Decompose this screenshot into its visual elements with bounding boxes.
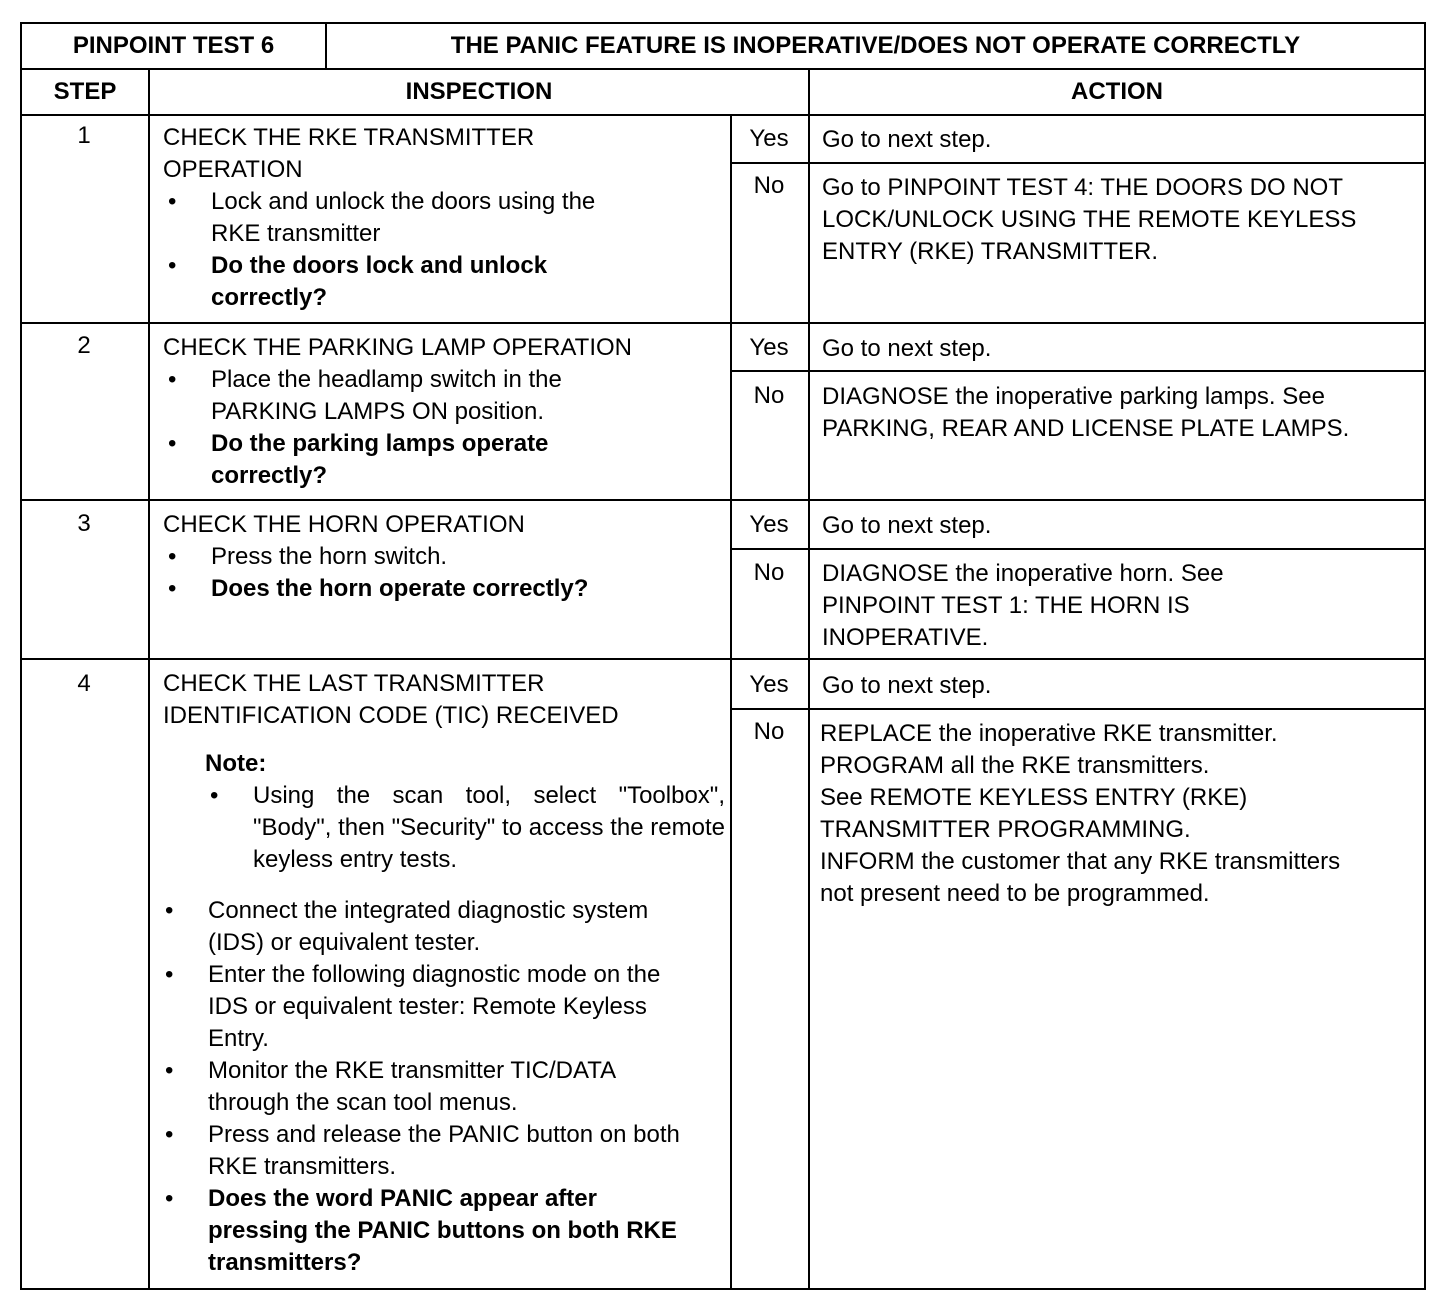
step-number: 4 — [77, 670, 91, 697]
action-line: PROGRAM all the RKE transmitters. — [820, 752, 1210, 779]
yes-label: Yes — [749, 334, 789, 361]
no-action: Go to PINPOINT TEST 4: THE DOORS DO NOT LOCK/UNLOCK USING THE REMOTE KEYLESS ENTRY (RKE) TRANSMITTER. — [822, 174, 1357, 265]
yes-action: Go to next step. — [822, 126, 992, 153]
column-header-step: STEP — [20, 68, 150, 116]
note — [205, 748, 725, 876]
no-label: No — [753, 718, 785, 745]
bullet: • Lock and unlock the doors using the RKE transmitter — [163, 186, 633, 250]
no-action: DIAGNOSE the inoperative horn. See PINPOINT TEST 1: THE HORN IS INOPERATIVE. — [822, 560, 1224, 651]
step-number: 3 — [77, 510, 91, 537]
step-title: CHECK THE PARKING LAMP OPERATION — [163, 334, 632, 361]
yes-label: Yes — [749, 125, 789, 152]
step-number: 1 — [77, 122, 91, 149]
step-inspection — [163, 332, 633, 492]
step-inspection — [163, 509, 723, 605]
bullet: • Monitor the RKE transmitter TIC/DATA through the scan tool menus. — [160, 1055, 685, 1119]
yes-label: Yes — [749, 671, 789, 698]
step-inspection — [163, 122, 633, 314]
yes-action: Go to next step. — [822, 512, 992, 539]
step-cell — [20, 658, 150, 1290]
no-action — [820, 718, 1380, 910]
step-question: Do the parking lamps operate correctly? — [211, 430, 549, 489]
column-header-inspection: INSPECTION — [148, 68, 810, 116]
column-header-action: ACTION — [808, 68, 1426, 116]
no-label: No — [753, 172, 785, 199]
action-line: See REMOTE KEYLESS ENTRY (RKE) TRANSMITTER PROGRAMMING. — [820, 784, 1248, 843]
no-label: No — [753, 382, 785, 409]
bullet: • Press and release the PANIC button on both RKE transmitters. — [160, 1119, 685, 1183]
bullet: • Enter the following diagnostic mode on the IDS or equivalent tester: Remote Keyless Entry. — [160, 959, 685, 1055]
bullet: • Connect the integrated diagnostic system (IDS) or equivalent tester. — [160, 895, 685, 959]
pinpoint-test-label: PINPOINT TEST 6 — [20, 22, 327, 70]
step-title: CHECK THE LAST TRANSMITTER IDENTIFICATION CODE (TIC) RECEIVED — [163, 670, 619, 729]
action-line: REPLACE the inoperative RKE transmitter. — [820, 720, 1278, 747]
note-label: Note: — [205, 750, 267, 777]
yes-action: Go to next step. — [822, 335, 992, 362]
no-action: DIAGNOSE the inoperative parking lamps. See PARKING, REAR AND LICENSE PLATE LAMPS. — [822, 383, 1350, 442]
action-line: INFORM the customer that any RKE transmitters not present need to be programmed. — [820, 848, 1341, 907]
step-question: Does the horn operate correctly? — [211, 575, 589, 602]
note-bullet: • Using the scan tool, select "Toolbox", "Body", then "Security" to access the remote keyless entry tests. — [205, 780, 725, 876]
bullet: • Press the horn switch. — [163, 541, 723, 573]
yes-label: Yes — [749, 511, 789, 538]
step-question: Do the doors lock and unlock correctly? — [211, 252, 548, 311]
no-label: No — [753, 559, 785, 586]
no-cell — [730, 708, 810, 1290]
step-question: Does the word PANIC appear after pressing the PANIC buttons on both RKE transmitters? — [208, 1185, 677, 1276]
bullet: • Place the headlamp switch in the PARKING LAMPS ON position. — [163, 364, 633, 428]
step-title: CHECK THE HORN OPERATION — [163, 511, 525, 538]
step-number: 2 — [77, 332, 91, 359]
step-inspection — [160, 895, 685, 1279]
step-title: CHECK THE RKE TRANSMITTER OPERATION — [163, 124, 535, 183]
test-title: THE PANIC FEATURE IS INOPERATIVE/DOES NOT OPERATE CORRECTLY — [325, 22, 1426, 70]
yes-action: Go to next step. — [822, 672, 992, 699]
